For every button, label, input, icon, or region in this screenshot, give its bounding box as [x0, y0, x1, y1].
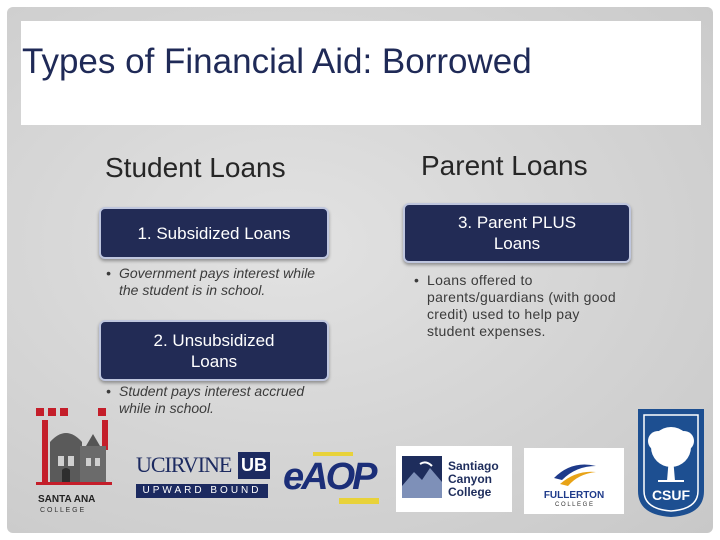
subsidized-bullet [106, 265, 319, 299]
subsidized-loans-pill [99, 207, 329, 259]
upward-bound-bar: UPWARD BOUND [136, 484, 268, 498]
unsubsidized-label-line2: Loans [190, 351, 238, 371]
santa-ana-building-icon [36, 406, 116, 492]
bullet-dot: • [106, 383, 111, 399]
santiago-line3: College [448, 485, 492, 499]
santiago-canyon-college-logo [396, 446, 512, 512]
student-loans-heading: Student Loans [105, 152, 286, 183]
eaop-text: eAOP [283, 456, 375, 498]
parent-plus-pill [403, 203, 631, 263]
fullerton-college-logo [524, 448, 624, 514]
eaop-logo [283, 448, 383, 510]
uci-upward-bound-logo [134, 452, 274, 504]
csuf-text: CSUF [651, 487, 691, 503]
unsubsidized-bullet-text: Student pays interest accrued while in school. [119, 383, 305, 416]
fullerton-swoosh-icon [550, 458, 600, 488]
santa-ana-college-logo [36, 406, 116, 516]
fullerton-name: FULLERTON [543, 490, 605, 501]
subsidized-loans-label: 1. Subsidized Loans [137, 223, 291, 243]
subsidized-bullet-text: Government pays interest while the student is in school. [119, 265, 316, 298]
parent-loans-heading: Parent Loans [421, 150, 588, 181]
santa-ana-name: SANTA ANA [38, 494, 96, 505]
parent-plus-bullet [414, 272, 627, 340]
parent-plus-bullet-text: Loans offered to parents/guardians (with good credit) used to help pay student expenses. [427, 272, 616, 339]
eaop-bottom-bar [339, 498, 379, 504]
santa-ana-college-text: C O L L E G E [40, 507, 85, 514]
santiago-name [448, 460, 499, 499]
ub-box: UB [238, 452, 270, 479]
fullerton-college-text: C O L L E G E [555, 502, 593, 508]
santiago-line2: Canyon [448, 472, 493, 486]
santiago-mountain-icon [402, 456, 442, 498]
bullet-dot: • [106, 265, 111, 281]
slide-title: Types of Financial Aid: Borrowed [22, 42, 532, 81]
parent-plus-label-line1: 3. Parent PLUS [457, 213, 577, 232]
csuf-logo [636, 407, 706, 519]
uci-irvine-text: UCIRVINE [136, 452, 232, 477]
santiago-line1: Santiago [448, 459, 499, 473]
unsubsidized-bullet [106, 383, 309, 417]
unsubsidized-label-line1: 2. Unsubsidized [153, 330, 275, 350]
unsubsidized-loans-pill [99, 320, 329, 381]
parent-plus-label-line2: Loans [493, 234, 541, 253]
bullet-dot: • [414, 272, 420, 288]
